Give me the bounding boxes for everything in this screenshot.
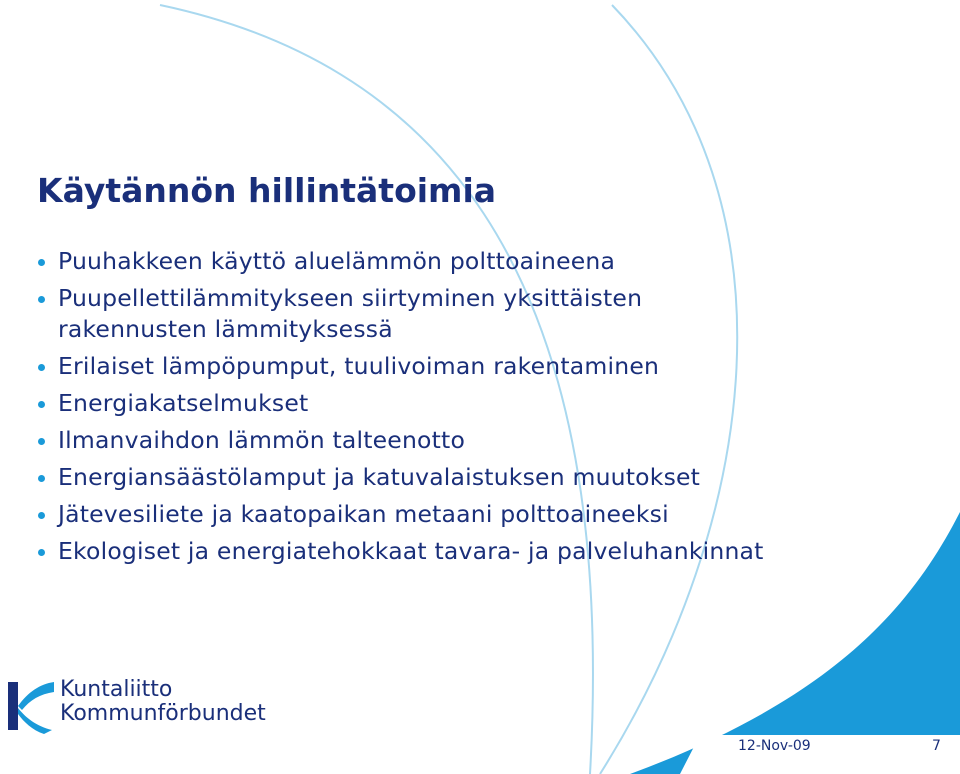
- kuntaliitto-logo: [6, 677, 266, 738]
- bullet-item: Erilaiset lämpöpumput, tuulivoiman rakentaminen: [36, 351, 796, 382]
- logo-text-line2: Kommunförbundet: [60, 701, 266, 726]
- bullet-item: Jätevesiliete ja kaatopaikan metaani polttoaineeksi: [36, 499, 796, 530]
- bullet-item: Energiakatselmukset: [36, 388, 796, 419]
- k-logo-icon: [6, 678, 56, 734]
- bullet-item: Puuhakkeen käyttö aluelämmön polttoaineena: [36, 246, 796, 277]
- footer-white-band: [680, 735, 960, 774]
- footer-date: 12-Nov-09: [738, 738, 811, 754]
- page-number: 7: [932, 738, 941, 754]
- logo-text-line1: Kuntaliitto: [60, 677, 173, 702]
- bullet-item: Puupellettilämmitykseen siirtyminen yksittäisten rakennusten lämmityksessä: [36, 283, 796, 345]
- bullet-list: [36, 246, 796, 573]
- slide-title: Käytännön hillintätoimia: [37, 171, 497, 210]
- bullet-item: Ekologiset ja energiatehokkaat tavara- ja palveluhankinnat: [36, 536, 796, 567]
- bullet-item: Ilmanvaihdon lämmön talteenotto: [36, 425, 796, 456]
- bullet-item: Energiansäästölamput ja katuvalaistuksen muutokset: [36, 462, 796, 493]
